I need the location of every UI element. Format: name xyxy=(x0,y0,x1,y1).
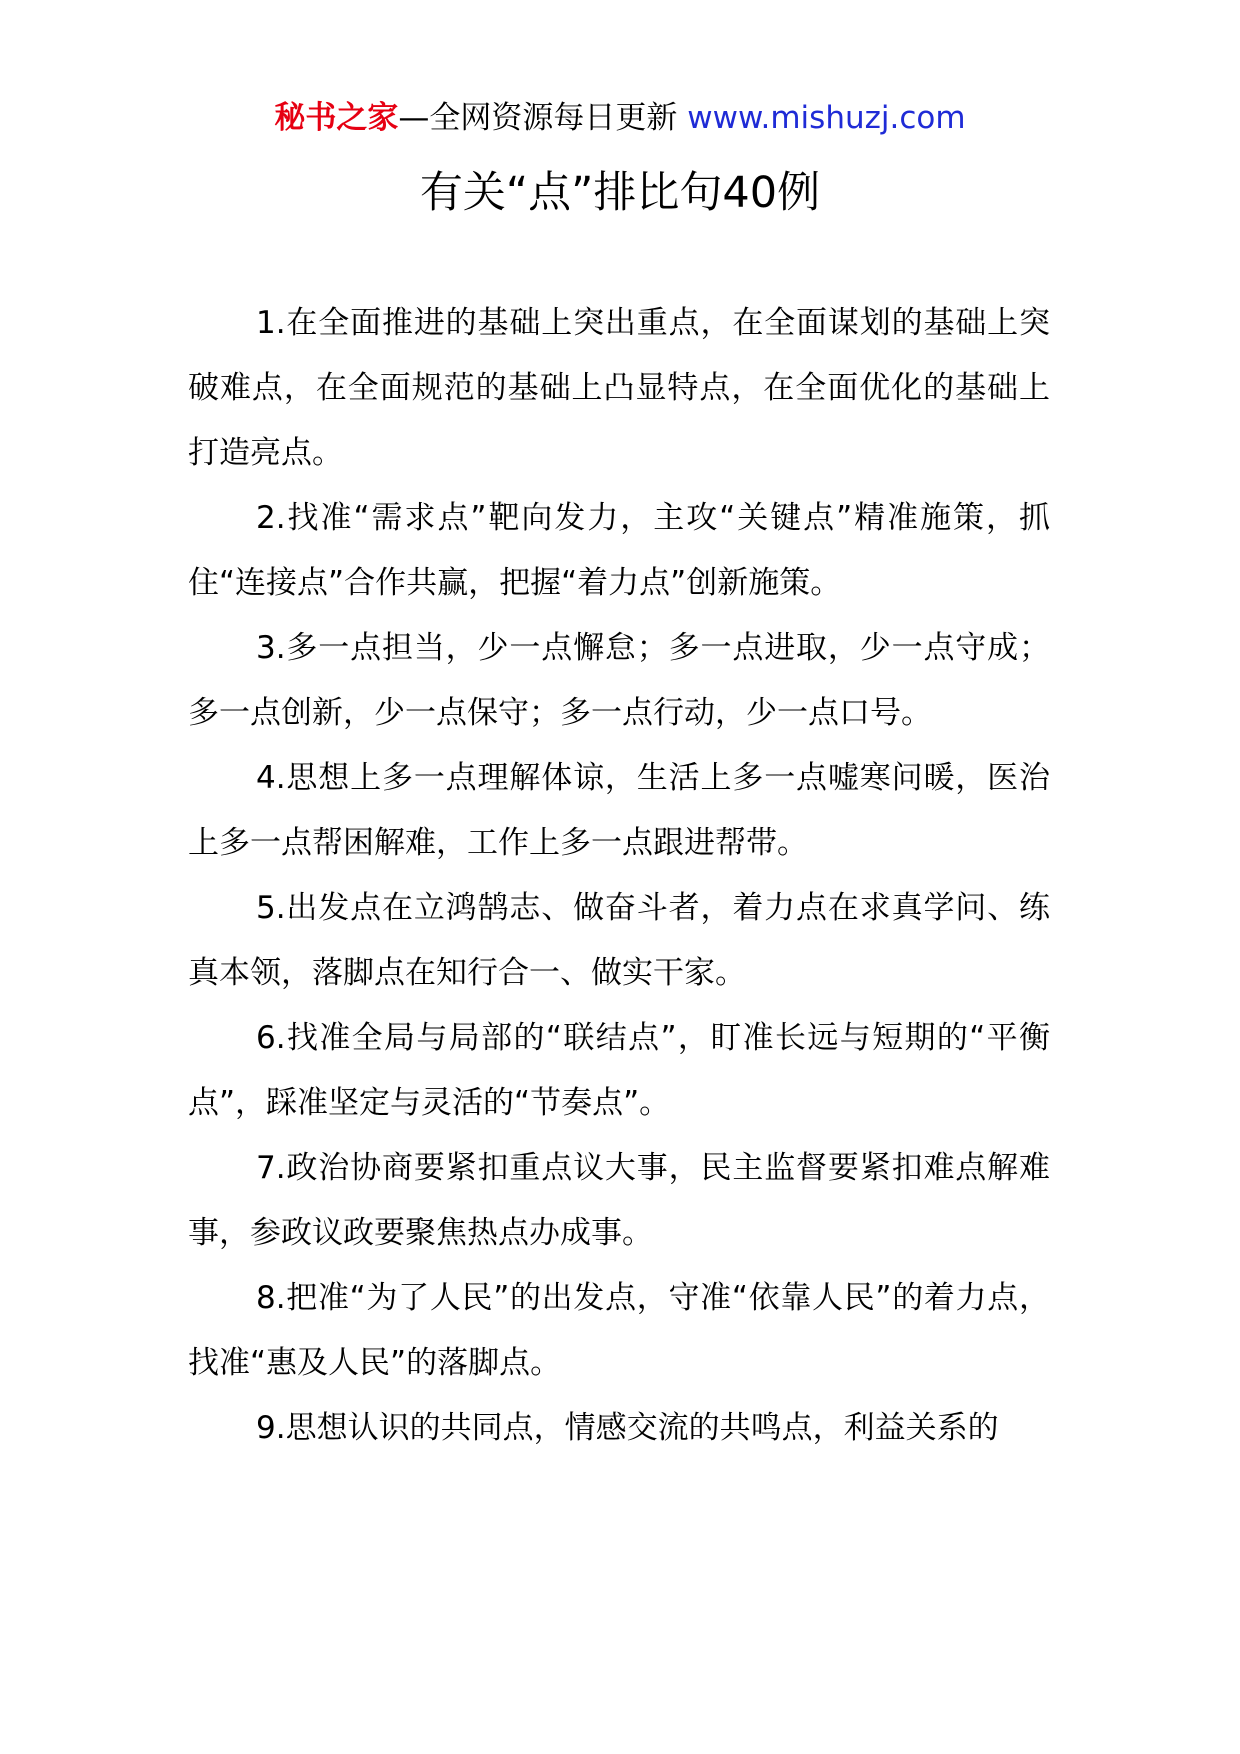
document-title: 有关“点”排比句40例 xyxy=(419,168,821,218)
paragraph-4: 4.思想上多一点理解体谅，生活上多一点嘘寒问暖，医治上多一点帮困解难，工作上多一点跟进帮带。 xyxy=(188,760,1050,861)
paragraph-5: 5.出发点在立鸿鹄志、做奋斗者，着力点在求真学问、练真本领，落脚点在知行合一、做实干家。 xyxy=(188,890,1050,991)
brand-name: 秘书之家 xyxy=(274,100,399,136)
site-header xyxy=(0,98,1240,138)
paragraph-6: 6.找准全局与局部的“联结点”，盯准长远与短期的“平衡点”，踩准坚定与灵活的“节奏点”。 xyxy=(188,1020,1050,1121)
paragraph-1: 1.在全面推进的基础上突出重点，在全面谋划的基础上突破难点，在全面规范的基础上凸显特点，在全面优化的基础上打造亮点。 xyxy=(188,305,1050,471)
paragraph-7: 7.政治协商要紧扣重点议大事，民主监督要紧扣难点解难事，参政议政要聚焦热点办成事。 xyxy=(188,1150,1050,1251)
site-url-link[interactable]: www.mishuzj.com xyxy=(687,100,966,136)
header-tagline: —全网资源每日更新 xyxy=(398,100,678,136)
paragraph-8: 8.把准“为了人民”的出发点，守准“依靠人民”的着力点，找准“惠及人民”的落脚点。 xyxy=(188,1280,1050,1381)
document-body xyxy=(188,291,1050,1461)
paragraph-3: 3.多一点担当，少一点懈怠；多一点进取，少一点守成；多一点创新，少一点保守；多一点行动，少一点口号。 xyxy=(188,630,1050,731)
paragraph-2: 2.找准“需求点”靶向发力，主攻“关键点”精准施策，抓住“连接点”合作共赢，把握“着力点”创新施策。 xyxy=(188,500,1050,601)
paragraph-9: 9.思想认识的共同点，情感交流的共鸣点，利益关系的 xyxy=(256,1410,999,1446)
